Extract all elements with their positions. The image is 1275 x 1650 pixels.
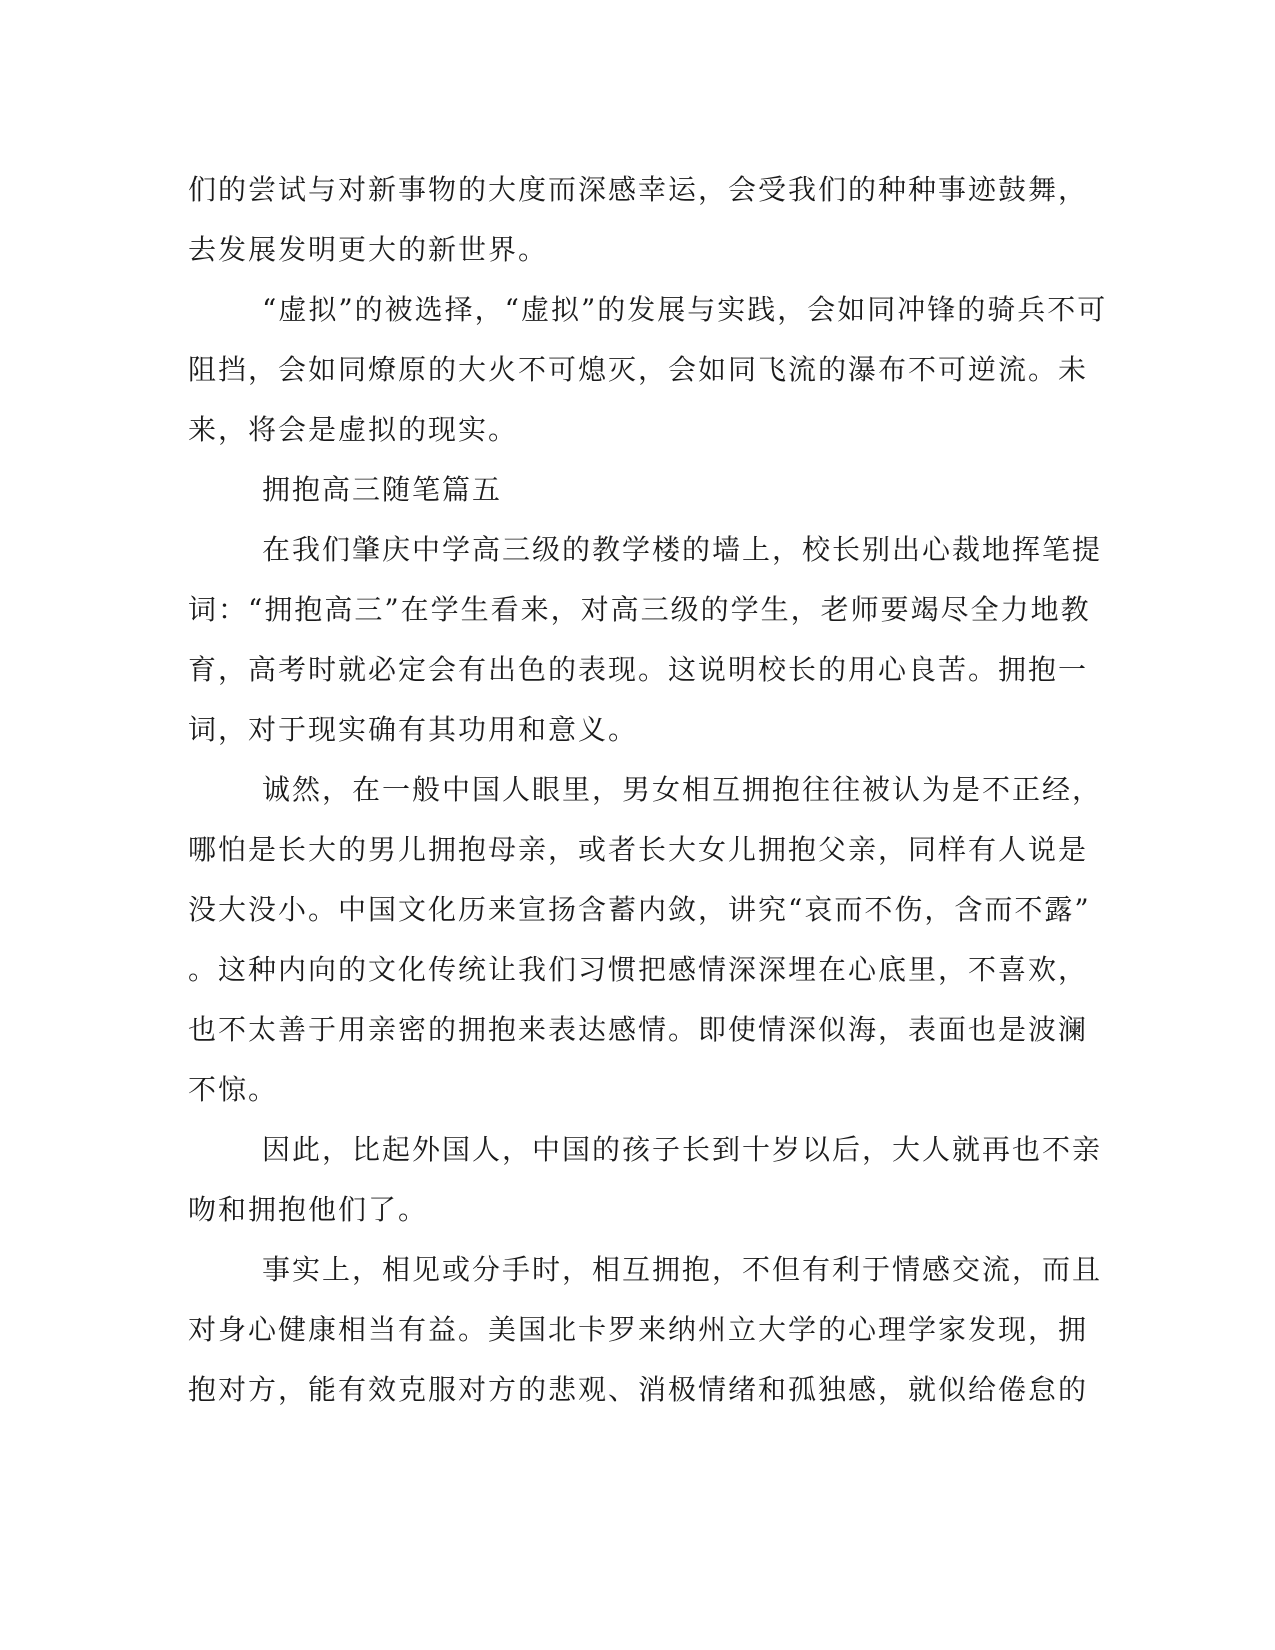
document-body xyxy=(188,160,1108,1420)
text-line: 也不太善于用亲密的拥抱来表达感情。即使情深似海，表面也是波澜 xyxy=(188,1013,1089,1046)
text-line: 词：“拥抱高三”在学生看来，对高三级的学生，老师要竭尽全力地教 xyxy=(188,593,1091,626)
text-line: 没大没小。中国文化历来宣扬含蓄内敛，讲究“哀而不伤，含而不露” xyxy=(188,893,1091,926)
text-line: 不惊。 xyxy=(188,1073,279,1106)
paragraph-start-line: “虚拟”的被选择，“虚拟”的发展与实践，会如同冲锋的骑兵不可 xyxy=(262,293,1108,326)
text-line: 吻和拥抱他们了。 xyxy=(188,1193,429,1226)
text-line: 去发展发明更大的新世界。 xyxy=(188,233,549,266)
text-line: 们的尝试与对新事物的大度而深感幸运，会受我们的种种事迹鼓舞， xyxy=(188,173,1089,206)
paragraph-start-line: 事实上，相见或分手时，相互拥抱，不但有利于情感交流，而且 xyxy=(262,1253,1103,1286)
text-line: 对身心健康相当有益。美国北卡罗来纳州立大学的心理学家发现，拥 xyxy=(188,1313,1089,1346)
section-heading: 拥抱高三随笔篇五 xyxy=(262,473,503,506)
text-line: 抱对方，能有效克服对方的悲观、消极情绪和孤独感，就似给倦怠的 xyxy=(188,1373,1089,1406)
paragraph-start-line: 诚然，在一般中国人眼里，男女相互拥抱往往被认为是不正经， xyxy=(262,773,1103,806)
text-line: 来，将会是虚拟的现实。 xyxy=(188,413,519,446)
text-line: 。这种内向的文化传统让我们习惯把感情深深埋在心底里，不喜欢， xyxy=(188,953,1089,986)
paragraph-start-line: 在我们肇庆中学高三级的教学楼的墙上，校长别出心裁地挥笔提 xyxy=(262,533,1103,566)
text-line: 哪怕是长大的男儿拥抱母亲，或者长大女儿拥抱父亲，同样有人说是 xyxy=(188,833,1089,866)
paragraph-start-line: 因此，比起外国人，中国的孩子长到十岁以后，大人就再也不亲 xyxy=(262,1133,1103,1166)
text-line: 阻挡，会如同燎原的大火不可熄灭，会如同飞流的瀑布不可逆流。未 xyxy=(188,353,1089,386)
text-line: 词，对于现实确有其功用和意义。 xyxy=(188,713,639,746)
text-line: 育，高考时就必定会有出色的表现。这说明校长的用心良苦。拥抱一 xyxy=(188,653,1089,686)
